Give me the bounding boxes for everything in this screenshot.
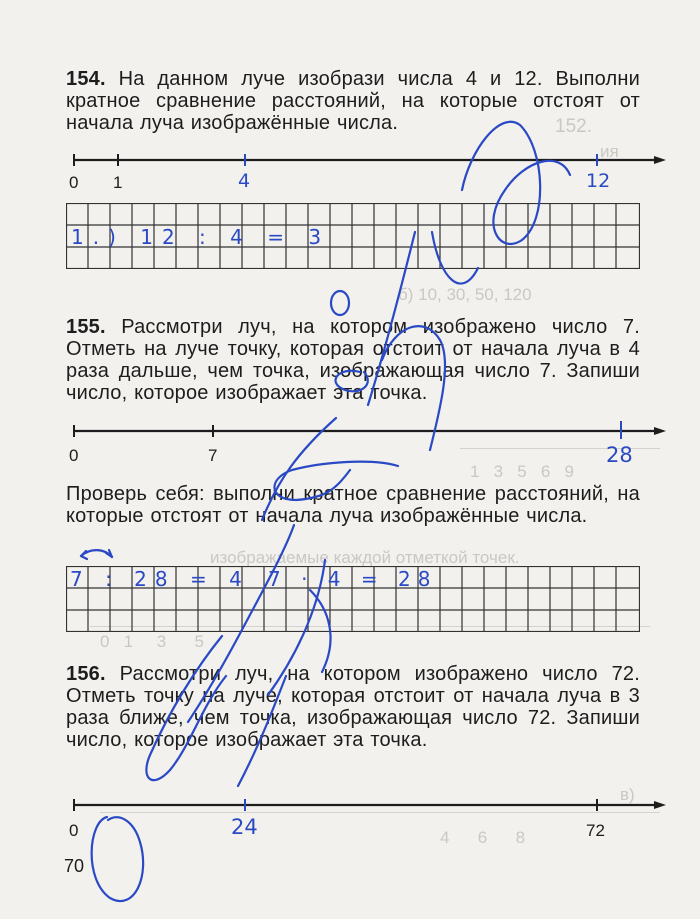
- ray-154-label-1: 1: [113, 173, 123, 192]
- ray-154-mark-4: 4: [238, 170, 251, 192]
- task-155-statement: Рассмотри луч, на котором изображено число 7. Отметь на луче точку, которая отстоит от начала луча в 4 раза дальше, чем точка, изображающая число 7. Запиши число, которое изображает эта точка.: [66, 316, 640, 404]
- task-156-number: 156.: [66, 663, 106, 685]
- ray-154-mark-12: 12: [586, 170, 611, 192]
- task-155-answer-right: 7 · 4 = 28: [268, 567, 438, 591]
- task-156-ray: [66, 795, 666, 835]
- task-154-ray: [66, 150, 666, 190]
- page-number: 70: [64, 856, 85, 876]
- ray-155-label-7: 7: [208, 446, 218, 465]
- task-155-text: [66, 316, 640, 404]
- task-155-number: 155.: [66, 316, 106, 338]
- workbook-page: 152. ия б) 10, 30, 50, 120 1 3 5 6 9 изображаемые каждой отметкой точек. 0 1 3 5 в) 4 6 8 154. На данном луче изобрази числа 4 и 12. Выполни кратное сравнение расстояний, на которые отстоят от начала луча изображённые числа. 0 1 4 12 1.) 12 : 4 = 3 155. Рассмотри луч, на котором изображено число 7. Отметь на луче точку, которая отстоит от начала луча в 4 раза дальше, чем точка, изображающая число 7. Запиши число, которое изображает эта точка. 0 7 28 Проверь себя: выполни кратное сравнение расстояний, на которые отстоят от начала луча изображённые числа. 7 : 28 = 4 7 · 4 = 28 156. Рассмотри луч, на котором изображено число 72. Отметь точку на луче, которая отстоит от начала луча в 3 раза ближе, чем точка, изображающая число 72. Запиши число, которое изображает эта точка. 0 72 24 70: [0, 0, 700, 919]
- task-154-text: [66, 68, 640, 134]
- task-156-statement: Рассмотри луч, на котором изображено число 72. Отметь точку на луче, которая отстоит от начала луча в 3 раза ближе, чем точка, изображающая число 72. Запиши число, которое изображает эта точка.: [66, 663, 640, 751]
- ray-156-label-72: 72: [586, 821, 605, 840]
- ray-155-label-0: 0: [69, 446, 79, 465]
- task-154-answer: 1.) 12 : 4 = 3: [71, 225, 331, 249]
- ray-154-label-0: 0: [69, 173, 79, 192]
- task-156-text: [66, 663, 640, 751]
- ray-155-mark-28: 28: [606, 443, 633, 467]
- task-154-number: 154.: [66, 68, 106, 90]
- task-155-check-text: Проверь себя: выполни кратное сравнение расстояний, на которые отстоят от начала луча изображённые числа.: [66, 483, 640, 527]
- task-155-ray: [66, 421, 666, 461]
- task-155-answer-left: 7 : 28 = 4: [70, 567, 250, 591]
- task-154-statement: На данном луче изобрази числа 4 и 12. Выполни кратное сравнение расстояний, на которые отстоят от начала луча изображённые числа.: [66, 68, 640, 134]
- ray-156-mark-24: 24: [231, 815, 258, 839]
- ray-156-label-0: 0: [69, 821, 79, 840]
